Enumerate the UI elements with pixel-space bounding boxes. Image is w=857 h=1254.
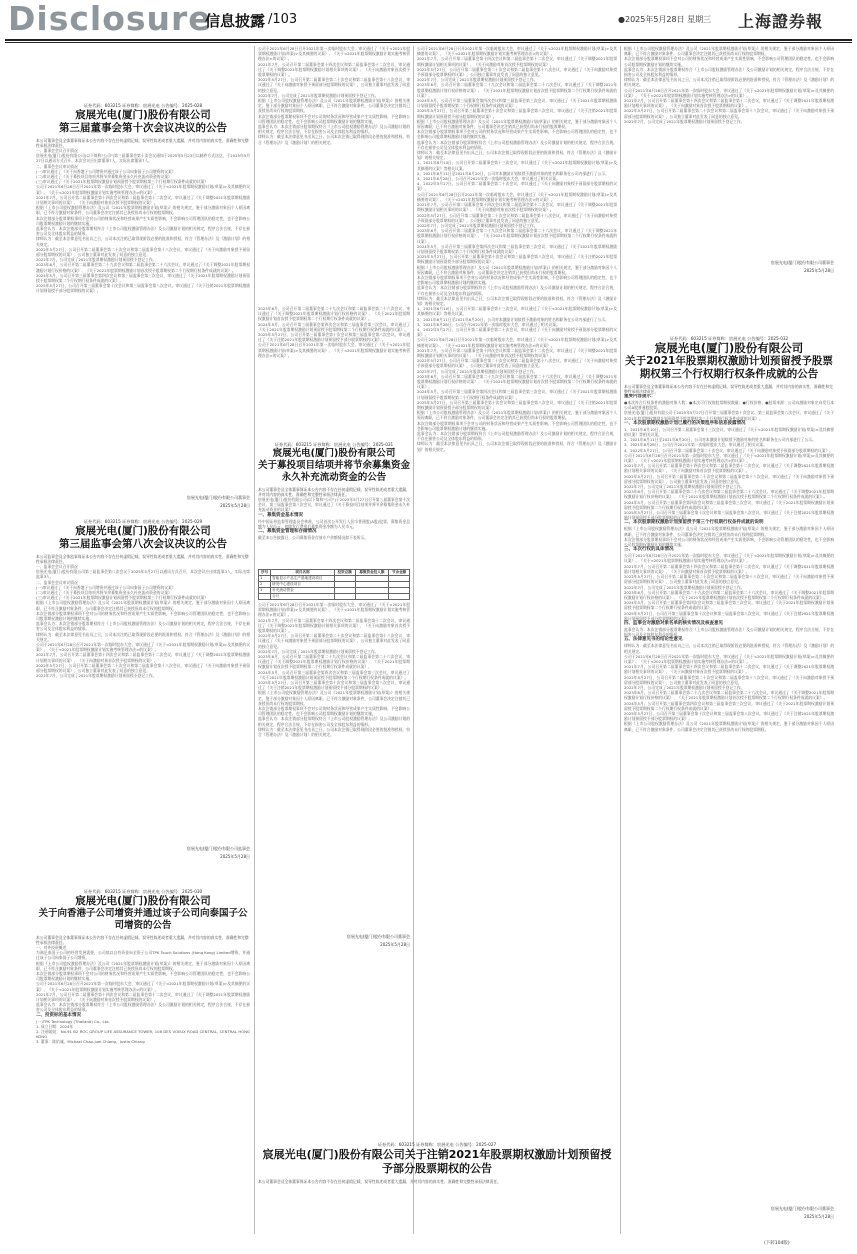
notice-title: 第三届董事会第十次会议决议的公告	[59, 122, 227, 134]
paragraph: 2021年7月，公司召开第二届董事会第十四次会议和第二届监事会第十二次会议，审议通过了《关于调整2021年股票期权激励计划相关事项的议案》、《关于向激励对象首次授予股票期权的议案》。	[258, 61, 410, 78]
paragraph: 监事会认为：本次注销部分股票期权符合《上市公司股权激励管理办法》及公司激励计划的相关规定，程序合法合规，不存在损害公司及全体股东利益的情形。	[417, 285, 617, 296]
table-cell	[389, 594, 410, 600]
notice-title: 关于2021年股票期权激励计划预留授予股票期权第三个行权期行权条件成就的公告	[625, 355, 833, 380]
notice-lede: 本公司董事会及全体董事保证本公告内容不存在任何虚假记载、误导性陈述或者重大遗漏，并对其内容的真实性、准确性和完整性承担法律责任。	[258, 487, 410, 497]
notice-board-resolution	[36, 103, 250, 508]
brand-word: Disclosure	[8, 0, 212, 38]
paragraph: (三)审议通过了《关于2021年股票期权激励计划预留授予股票期权第三个行权期行权条件成就的议案》	[36, 595, 209, 601]
paragraph: 2021年7月，公司召开第二届董事会第十四次会议和第二届监事会第十二次会议，审议通过了《关于调整2021年股票期权激励计划相关事项的议案》、《关于向激励对象首次授予股票期权的议案》。	[36, 194, 250, 206]
notice-supervisory-resolution	[36, 519, 250, 859]
table-cell: 2	[259, 582, 271, 588]
paragraph: 截至本公告披露日，公司募集资金存放专户余额情况如下表所示。	[258, 535, 369, 541]
paragraph: 根据《上市公司股权激励管理办法》及公司《2021年股票期权激励计划(草案)》的相关规定，鉴于部分激励对象因个人原因离职，已不符合激励对象条件，公司董事会决定注销其已获授但尚未行权的股票期权。	[624, 46, 834, 57]
paragraph: 2022年7月，公司完成了2021年股票期权激励计划预留授予登记工作。	[624, 118, 745, 124]
paragraph: 公司于2021年6月28日召开2021年第一次临时股东大会，审议通过了《关于<2021年股票期权激励计划(草案)>及其摘要的议案》、《关于<2021年股票期权激励计划实施考核管理办法>的议案》。	[624, 553, 834, 564]
paragraph: 2025年5月27日，公司召开第三届董事会第十次会议和第三届监事会第八次会议，审议通过了《关于注销2021年股票期权激励计划预留授予部分股票期权的议案》。	[417, 254, 617, 265]
sub-heading: 一、募集资金基本情况	[258, 512, 303, 518]
paragraph: 监事会认为：本次注销部分股票期权符合《上市公司股权激励管理办法》及公司激励计划的相关规定，程序合法合规，不存在损害公司及全体股东利益的情形。	[258, 716, 410, 727]
paragraph: 律师认为：截至本法律意见书出具之日，公司本次注销已取得现阶段必要的批准和授权，符合《管理办法》及《激励计划》的相关规定。	[417, 150, 617, 161]
paragraph: 2025年5月27日，公司召开第三届董事会第十次会议和第三届监事会第八次会议，审议通过了《关于注销2021年股票期权激励计划预留授予部分股票期权的议案》。	[417, 108, 617, 119]
paragraph: 2023年6月，公司召开第二届董事会第二十九次会议和第二届监事会第二十六次会议，审议通过了《关于调整2021年股票期权激励计划行权价格的议案》、《关于2021年股票期权激励计划首次授予股票期权第二个行权期行权条件成就的议案》。	[417, 373, 617, 390]
paragraph: ●本次符合行权条件的激励对象人数；●本次可行权的股票期权数量；●行权价格；●股票来源：公司向激励对象定向发行本公司A股普通股股票。	[624, 400, 834, 411]
notice-signature: 宸展光电(厦门)股份有限公司董事会	[770, 260, 834, 265]
paragraph: 本次注销部分股票期权事项不会对公司的财务状况和经营成果产生实质性影响，不会影响公司管理团队的稳定性，也不会影响公司股票期权激励计划的继续实施。	[624, 536, 834, 548]
paragraph: 公司于2021年6月28日召开2021年第一次临时股东大会，审议通过了《关于<2021年股票期权激励计划(草案)>及其摘要的议案》、《关于<2021年股票期权激励计划实施考核管理办法>的议案》。	[417, 46, 617, 57]
notice-date: 2025年5月28日	[804, 1213, 834, 1219]
paragraph: 二、监事会会议审议情况	[36, 579, 78, 585]
sub-heading: 二、投资标的基本情况	[36, 1012, 81, 1018]
paragraph: 监事会认为：本次注销部分股票期权符合《上市公司股权激励管理办法》及公司激励计划的相关规定，程序合法合规，不存在损害公司及全体股东利益的情形。	[417, 139, 617, 150]
paragraph: 2024年5月，公司召开第三届董事会第四次会议和第三届监事会第三次会议，审议通过了《关于2021年股票期权激励计划预留授予股票期权第二个行权期行权条件成就的议案》。	[258, 321, 410, 332]
paragraph: 律师认为：截至本法律意见书出具之日，公司本次注销已取得现阶段必要的批准和授权，符合《管理办法》及《激励计划》的相关规定。	[417, 441, 617, 452]
table-header: 募集资金投入额	[355, 570, 389, 576]
paragraph: 一、董事会会议召开情况	[36, 148, 78, 153]
paragraph: 2022年5月27日，公司召开第二届董事会第二十次会议和第二届监事会第十八次会议，审议通过了《关于向激励对象授予预留部分股票期权的议案》，公司独立董事对此发表了同意的独立意见。	[258, 77, 410, 93]
sub-heading: 二、募集资金管理和存储情况	[258, 529, 317, 535]
table-row	[259, 594, 410, 600]
paragraph: 2022年7月，公司完成了2021年股票期权激励计划预留授予登记工作。	[258, 92, 379, 98]
paragraph: 2025年5月27日，公司召开第三届董事会第十次会议和第三届监事会第八次会议，审议通过了《关于注销2021年股票期权激励计划预留授予部分股票期权的议案》。	[624, 510, 834, 521]
paragraph: 2021年7月，公司召开第二届董事会第十四次会议和第二届监事会第十二次会议，审议通过了《关于调整2021年股票期权激励计划相关事项的议案》、《关于向激励对象首次授予股票期权的议案》。	[36, 991, 250, 1003]
paragraph: 根据《上市公司股权激励管理办法》及公司《2021年股票期权激励计划(草案)》的相关规定，鉴于部分激励对象因个人原因离职，已不符合激励对象条件，公司董事会决定注销其已获授但尚未行权的股票期权。	[258, 98, 410, 114]
paragraph: 为满足泰国子公司的经营发展需要，公司拟以自有资金向全资子公司TPK Touch Solutions (Hong Kong) Limited增资，并通过该子公司向泰国子公司增资。	[36, 950, 250, 961]
paragraph: (一)TPK Technology (Thailand) Co., Ltd.	[36, 1018, 110, 1024]
section-title: 信息披露	[205, 12, 266, 30]
paragraph: (三)审议通过了《关于2021年股票期权激励计划预留授予股票期权第三个行权期行权条件成就的议案》	[36, 179, 209, 185]
paragraph: 公司于2021年6月28日召开2021年第一次临时股东大会，审议通过了《关于<2021年股票期权激励计划(草案)>及其摘要的议案》、《关于<2021年股票期权激励计划实施考核管理办法>的议案》。	[36, 184, 250, 195]
column-4	[624, 46, 834, 1234]
paragraph: 本次注销部分股票期权事项不会对公司的财务状况和经营成果产生实质性影响，不会影响公司管理团队的稳定性，也不会影响公司股票期权激励计划的继续实施。	[36, 971, 250, 982]
paragraph: 2021年7月，公司召开第二届董事会第十四次会议和第二届监事会第十二次会议，审议通过了《关于调整2021年股票期权激励计划相关事项的议案》、《关于向激励对象首次授予股票期权的议案》。	[624, 98, 834, 109]
sub-heading: 二、本次股票期权激励计划预留授予第三个行权期行权条件成就的说明	[624, 520, 764, 526]
paragraph: 一、对外投资概述	[36, 945, 67, 950]
paragraph: 2022年7月，公司完成了2021年股票期权激励计划预留授予登记工作。	[36, 673, 157, 679]
table-cell: 补充流动资金	[271, 588, 335, 594]
paragraph: 监事会认为：本次注销部分股票期权符合《上市公司股权激励管理办法》及公司激励计划的相关规定，程序合法合规，不存在损害公司及全体股东利益的情形。	[36, 621, 250, 632]
paragraph: 2024年5月，公司召开第三届董事会第四次会议和第三届监事会第三次会议，审议通过了《关于2021年股票期权激励计划预留授予股票期权第二个行权期行权条件成就的议案》。	[624, 499, 834, 510]
paragraph: 律师认为：截至本法律意见书出具之日，公司本次注销已取得现阶段必要的批准和授权，符合《管理办法》及《激励计划》的相关规定。	[36, 631, 250, 642]
paragraph: 1. 成立日期：2024年	[36, 1023, 74, 1029]
paragraph: 2025年5月27日，公司召开第三届董事会第十次会议和第三届监事会第八次会议，审议通过了《关于注销2021年股票期权激励计划预留授予部分股票期权的议案》。	[36, 283, 250, 294]
paragraph: 2021年7月，公司召开第二届董事会第十四次会议和第二届监事会第十二次会议，审议通过了《关于调整2021年股票期权激励计划相关事项的议案》、《关于向激励对象首次授予股票期权的议案》。	[417, 202, 617, 213]
table-header: 项目名称	[271, 570, 335, 576]
paragraph: 2025年5月27日，公司召开第三届董事会第十次会议和第三届监事会第八次会议，审议通过了《关于注销2021年股票期权激励计划预留授予部分股票期权的议案》。	[624, 710, 834, 722]
sub-heading: 重要内容提示：	[624, 394, 656, 399]
paragraph: 4、2022年5月27日，公司召开第二届董事会第二十次会议，审议通过了《关于向激励对象授予预留部分股票期权的议案》。	[624, 447, 834, 453]
sub-heading: 三、本次行权的具体情况	[624, 547, 674, 553]
paragraph: 监事会认为：本次注销部分股票期权符合《上市公司股权激励管理办法》及公司激励计划的相关规定，程序合法合规，不存在损害公司及全体股东利益的情形。	[624, 66, 834, 78]
notice-code: 证券代码：603215 证券简称：宸展光电 公告编号：2025-029	[83, 519, 203, 524]
paragraph: 2024年5月，公司召开第三届董事会第四次会议和第三届监事会第三次会议，审议通过了《关于2021年股票期权激励计划预留授予股票期权第二个行权期行权条件成就的议案》。	[258, 669, 410, 680]
page-number: /103	[268, 12, 298, 27]
paragraph: 本次注销部分股票期权事项不会对公司的财务状况和经营成果产生实质性影响，不会影响公司管理团队的稳定性，也不会影响公司股票期权激励计划的继续实施。	[258, 706, 410, 717]
paragraph: 监事会认为：本次注销部分股票期权符合《上市公司股权激励管理办法》及公司激励计划的相关规定，程序合法合规，不存在损害公司及全体股东利益的情形。	[36, 226, 250, 237]
column-1	[36, 46, 250, 1234]
paragraph: 律师认为：截至本法律意见书出具之日，公司本次注销已取得现阶段必要的批准和授权，符合《管理办法》及《激励计划》的相关规定。	[624, 643, 834, 654]
continuation-note: (下转104版)	[764, 1241, 790, 1246]
notice-signature: 宸展光电(厦门)股份有限公司董事会	[770, 1206, 834, 1211]
fundraising-table	[258, 569, 410, 600]
paragraph: 2022年5月27日，公司召开第二届董事会第二十次会议和第二届监事会第十八次会议，审议通过了《关于向激励对象授予预留部分股票期权的议案》，公司独立董事对此发表了同意的独立意见。	[417, 358, 617, 369]
notice-title: 关于向香港子公司增资并通过该子公司向泰国子公司增资的公告	[38, 908, 248, 931]
paragraph: 本次注销部分股票期权事项不会对公司的财务状况和经营成果产生实质性影响，不会影响公司管理团队的稳定性，也不会影响公司股票期权激励计划的继续实施。	[417, 274, 617, 286]
paragraph: 根据《上市公司股权激励管理办法》及公司《2021年股票期权激励计划(草案)》的相关规定，鉴于部分激励对象因个人原因离职，已不符合激励对象条件，公司董事会决定注销其已获授但尚未行权的股票期权。	[417, 264, 617, 275]
paragraph: 律师认为：截至本法律意见书出具之日，公司本次注销已取得现阶段必要的批准和授权，符合《管理办法》及《激励计划》的相关规定。	[417, 295, 617, 306]
notice-date: 2025年5月28日	[380, 941, 410, 947]
paragraph: 公司于2021年6月28日召开2021年第一次临时股东大会，审议通过了《关于<2021年股票期权激励计划(草案)>及其摘要的议案》、《关于<2021年股票期权激励计划实施考核管理办法>的议案》。	[258, 342, 410, 358]
paragraph: 2025年5月27日，公司召开第三届董事会第十次会议和第三届监事会第八次会议，审议通过了《关于注销2021年股票期权激励计划预留授予部分股票期权的议案》。	[417, 399, 617, 411]
table-header: 序号	[259, 570, 271, 576]
paragraph: 2021年7月，公司召开第二届董事会第十四次会议和第二届监事会第十二次会议，审议通过了《关于调整2021年股票期权激励计划相关事项的议案》、《关于向激励对象首次授予股票期权的议案》。	[624, 664, 834, 675]
paragraph: 2021年7月，公司召开第二届董事会第十四次会议和第二届监事会第十二次会议，审议通过了《关于调整2021年股票期权激励计划相关事项的议案》、《关于向激励对象首次授予股票期权的议案》。	[417, 56, 617, 67]
paragraph: 宸展光电(厦门)股份有限公司(以下简称"公司")于2025年5月27日召开第三届董事会第十次会议、第三届监事会第八次会议，审议通过了《关于募投项目结项并将节余募集资金永久补充流动资金的议案》。	[258, 497, 410, 513]
paragraph: 4、2022年5月27日，公司召开第二届董事会第二十次会议，审议通过了《关于向激励对象授予预留部分股票期权的议案》。	[417, 181, 617, 192]
paragraph: 2023年6月，公司召开第二届董事会第二十九次会议和第二届监事会第二十六次会议，审议通过了《关于调整2021年股票期权激励计划行权价格的议案》、《关于2021年股票期权激励计划首次授予股票期权第二个行权期行权条件成就的议案》。	[417, 228, 617, 244]
notice-code: 证券代码：603215 证券简称：宸展光电 公告编号：2025-031	[274, 442, 394, 447]
notice-title: 关于募投项目结项并将节余募集资金永久补充流动资金的公告	[258, 460, 410, 483]
paragraph: 2024年5月，公司召开第三届董事会第四次会议和第三届监事会第三次会议，审议通过了《关于2021年股票期权激励计划预留授予股票期权第二个行权期行权条件成就的议案》。	[624, 600, 834, 611]
table-cell: 合计	[271, 594, 335, 600]
paragraph: 2022年5月27日，公司召开第二届董事会第二十次会议和第二届监事会第十八次会议，审议通过了《关于向激励对象授予预留部分股票期权的议案》，公司独立董事对此发表了同意的独立意见。	[624, 473, 834, 484]
paragraph: 二、董事会会议审议情况	[36, 163, 78, 169]
paragraph: 2、2021年6月11日至2021年6月20日，公司对本激励计划拟授予激励对象的姓名和职务在公司内部进行了公示。	[417, 170, 609, 176]
paragraph: 2022年7月，公司完成了2021年股票期权激励计划预留授予登记工作。	[417, 222, 538, 228]
paragraph: 公司于2021年6月28日召开2021年第一次临时股东大会，审议通过了《关于<2021年股票期权激励计划(草案)>及其摘要的议案》、《关于<2021年股票期权激励计划实施考核管理办法>的议案》。	[417, 191, 617, 202]
paragraph: 2025年5月27日，公司召开第三届董事会第十次会议和第三届监事会第八次会议，审议通过了《关于注销2021年股票期权激励计划预留授予部分股票期权的议案》。	[624, 610, 834, 621]
paragraph: 2022年7月，公司完成了2021年股票期权激励计划预留授予登记工作。	[624, 684, 745, 690]
notice-signature: 宸展光电(厦门)股份有限公司董事会	[186, 495, 250, 500]
notice-continuation	[258, 46, 410, 296]
paragraph: 2022年7月，公司完成了2021年股票期权激励计划预留授予登记工作。	[624, 584, 745, 590]
masthead-rule	[5, 39, 852, 41]
paragraph: 2022年5月27日，公司召开第二届董事会第二十次会议和第二届监事会第十八次会议，审议通过了《关于向激励对象授予预留部分股票期权的议案》，公司独立董事对此发表了同意的独立意见。	[417, 212, 617, 223]
masthead	[0, 0, 857, 38]
paragraph: 宸展光电(厦门)股份有限公司于2025年5月27日召开第三届董事会第十次会议、第三届监事会第八次会议，审议通过了《关于2021年股票期权激励计划预留授予股票期权第三个行权期行权条件成就的议案》。	[624, 410, 834, 421]
paragraph: 监事会认为：本次注销部分股票期权符合《上市公司股权激励管理办法》及公司激励计划的相关规定，程序合法合规，不存在损害公司及全体股东利益的情形。	[624, 626, 834, 638]
paragraph: 2022年5月27日，公司召开第二届董事会第二十次会议和第二届监事会第十八次会议，审议通过了《关于向激励对象授予预留部分股票期权的议案》，公司独立董事对此发表了同意的独立意见。	[624, 574, 834, 585]
paragraph: 2021年7月，公司召开第二届董事会第十四次会议和第二届监事会第十二次会议，审议通过了《关于调整2021年股票期权激励计划相关事项的议案》、《关于向激励对象首次授予股票期权的议案》。	[258, 617, 410, 634]
table-cell: 1	[259, 576, 271, 582]
masthead-rule-thin	[5, 42, 852, 43]
paragraph: 2022年7月，公司完成了2021年股票期权激励计划预留授予登记工作。	[417, 368, 538, 374]
paragraph: 1、2021年6月10日，公司召开第二届董事会第十三次会议，审议通过了《关于<2021年股票期权激励计划(草案)>及其摘要的议案》等相关议案。	[417, 306, 617, 317]
paragraph: 本次注销部分股票期权事项不会对公司的财务状况和经营成果产生实质性影响，不会影响公司管理团队的稳定性，也不会影响公司股票期权激励计划的继续实施。	[624, 56, 834, 67]
notice-continuation	[624, 46, 834, 256]
table-cell	[355, 594, 389, 600]
column-divider	[254, 46, 255, 1234]
paragraph: 一、监事会会议召开情况	[36, 564, 78, 569]
paragraph: 根据《上市公司股权激励管理办法》及公司《2021年股票期权激励计划(草案)》的相关规定，鉴于部分激励对象因个人原因离职，已不符合激励对象条件，公司董事会决定注销其已获授但尚未行权的股票期权。	[417, 410, 617, 421]
paragraph: 2、2021年6月11日至2021年6月20日，公司对本激励计划拟授予激励对象的姓名和职务在公司内部进行了公示。	[417, 316, 609, 322]
paragraph: 2022年7月，公司完成了2021年股票期权激励计划预留授予登记工作。	[417, 77, 538, 83]
paragraph: 公司于2021年6月28日召开2021年第一次临时股东大会，审议通过了《关于<2021年股票期权激励计划(草案)>及其摘要的议案》、《关于<2021年股票期权激励计划实施考核管理办法>的议案》。	[624, 653, 834, 664]
notice-company: 宸展光电(厦门)股份有限公司	[75, 525, 211, 537]
paragraph: 公司于2021年6月28日召开2021年第一次临时股东大会，审议通过了《关于<2021年股票期权激励计划(草案)>及其摘要的议案》、《关于<2021年股票期权激励计划实施考核管理办法>的议案》。	[624, 452, 834, 464]
paragraph: 2025年5月27日，公司召开第三届董事会第十次会议和第三届监事会第八次会议，审议通过了《关于注销2021年股票期权激励计划预留授予部分股票期权的议案》。	[258, 332, 410, 343]
paragraph: 2024年5月，公司召开第三届董事会第四次会议和第三届监事会第三次会议，审议通过了《关于2021年股票期权激励计划预留授予股票期权第二个行权期行权条件成就的议案》。	[417, 243, 617, 254]
table-cell: 智能显示产品生产基地建设项目	[271, 576, 335, 582]
paragraph: 4、2022年5月27日，公司召开第二届董事会第二十次会议，审议通过了《关于向激励对象授予预留部分股票期权的议案》。	[417, 326, 617, 338]
column-divider	[620, 46, 621, 1234]
sub-heading: 一、本次股票期权激励计划已履行的决策程序和信息披露情况	[624, 420, 746, 426]
paragraph: 律师认为：截至本法律意见书出具之日，公司本次注销已取得现阶段必要的批准和授权，符合《管理办法》及《激励计划》的相关规定。	[624, 77, 834, 88]
notice-lede: 本公司董事会及全体董事保证本公告内容不存在任何虚假记载、误导性陈述或者重大遗漏，并对其内容的真实性、准确性和完整性承担法律责任。	[36, 138, 249, 148]
notice-lede: 本公司监事会及全体监事保证本公告内容不存在任何虚假记载、误导性陈述或者重大遗漏，并对其内容的真实性、准确性和完整性承担法律责任。	[36, 554, 249, 564]
column-3	[417, 46, 617, 1136]
paragraph: 公司于2021年6月28日召开2021年第一次临时股东大会，审议通过了《关于<2021年股票期权激励计划(草案)>及其摘要的议案》、《关于<2021年股票期权激励计划实施考核管理办法>的议案》。	[36, 642, 250, 653]
notice-company: 宸展光电(厦门)股份有限公司	[272, 448, 396, 459]
table-cell	[334, 594, 355, 600]
notice-date: 2025年5月28日	[220, 502, 250, 508]
paragraph: 本次注销部分股票期权事项不会对公司的财务状况和经营成果产生实质性影响，不会影响公司管理团队的稳定性，也不会影响公司股票期权激励计划的继续实施。	[417, 129, 617, 140]
paragraph: 2022年5月27日，公司召开第二届董事会第二十次会议和第二届监事会第十八次会议，审议通过了《关于向激励对象授予预留部分股票期权的议案》，公司独立董事对此发表了同意的独立意见。	[258, 633, 410, 649]
paragraph: 律师认为：截至本法律意见书出具之日，公司本次注销已取得现阶段必要的批准和授权，符合《管理办法》及《激励计划》的相关规定。	[36, 236, 250, 247]
notice-lede: 本公司董事会及全体董事保证本公告内容不存在任何虚假记载、误导性陈述或者重大遗漏，并对其内容的真实性、准确性和完整性承担法律责任。	[624, 384, 833, 394]
paragraph: 宸展光电(厦门)股份有限公司第三届监事会第八次会议于2025年5月27日以通讯方式召开，本次会议应出席监事3人，实际出席监事3人。	[36, 569, 250, 580]
notice-body	[624, 394, 834, 1204]
paragraph: 根据《上市公司股权激励管理办法》及公司《2021年股票期权激励计划(草案)》的相关规定，鉴于部分激励对象因个人原因离职，已不符合激励对象条件，公司董事会决定注销其已获授但尚未行权的股票期权。	[36, 205, 250, 216]
paragraph: 本次注销部分股票期权事项不会对公司的财务状况和经营成果产生实质性影响，不会影响公司管理团队的稳定性，也不会影响公司股票期权激励计划的继续实施。	[258, 113, 410, 124]
notice-code: 证券代码：603215 证券简称：宸展光电 公告编号：2025-027	[377, 1142, 497, 1147]
notice-option-exercise-conditions	[624, 336, 834, 1219]
notice-title: 宸展光电(厦门)股份有限公司关于注销2021年股票期权激励计划预留授予部分股票期权的公告	[262, 1148, 612, 1175]
notice-body	[36, 564, 250, 844]
notice-signature: 宸展光电(厦门)股份有限公司监事会	[186, 846, 250, 851]
paragraph: 2023年6月，公司召开第二届董事会第二十九次会议和第二届监事会第二十六次会议，审议通过了《关于调整2021年股票期权激励计划行权价格的议案》、《关于2021年股票期权激励计划首次授予股票期权第二个行权期行权条件成就的议案》。	[624, 589, 834, 600]
paragraph: 监事会认为：本次注销部分股票期权符合《上市公司股权激励管理办法》及公司激励计划的相关规定，程序合法合规，不存在损害公司及全体股东利益的情形。	[417, 431, 617, 442]
notice-title: 第三届监事会第八次会议决议的公告	[59, 538, 227, 550]
paragraph: 公司于2021年6月28日召开2021年第一次临时股东大会，审议通过了《关于<2021年股票期权激励计划(草案)>及其摘要的议案》、《关于<2021年股票期权激励计划实施考核管理办法>的议案》。	[417, 337, 617, 348]
paragraph: 本次注销部分股票期权事项不会对公司的财务状况和经营成果产生实质性影响，不会影响公司管理团队的稳定性，也不会影响公司股票期权激励计划的继续实施。	[36, 215, 250, 226]
paragraph: 3、2021年6月28日，公司召开2021年第一次临时股东大会，审议通过了相关议案。	[624, 442, 767, 448]
paragraph: 2023年6月，公司召开第二届董事会第二十九次会议和第二届监事会第二十六次会议，审议通过了《关于调整2021年股票期权激励计划行权价格的议案》、《关于2021年股票期权激励计划首次授予股票期权第二个行权期行权条件成就的议案》。	[624, 489, 834, 500]
paragraph: 公司于2021年6月28日召开2021年第一次临时股东大会，审议通过了《关于<2021年股票期权激励计划(草案)>及其摘要的议案》、《关于<2021年股票期权激励计划实施考核管理办法>的议案》。	[624, 87, 834, 98]
paragraph: 律师认为：截至本法律意见书出具之日，公司本次注销已取得现阶段必要的批准和授权，符合《管理办法》及《激励计划》的相关规定。	[258, 726, 410, 738]
paragraph: 2. 注册地址：No.91 B2 ROC GROUP LIFE ASSURANCE TOWER, 106 DES VOEUX ROAD CENTRAL, CENTRAL HONG KONG	[36, 1029, 250, 1040]
notice-fundraising-project-closure	[258, 442, 410, 947]
notice-lede: 本公司董事会及全体董事保证本公告内容不存在任何虚假记载、误导性陈述或者重大遗漏，并对其内容的真实性、准确性和完整性承担法律责任。	[258, 1179, 501, 1184]
paragraph: 根据《上市公司股权激励管理办法》及公司《2021年股票期权激励计划(草案)》的相关规定，鉴于部分激励对象因个人原因离职，已不符合激励对象条件，公司董事会决定注销其已获授但尚未行权的股票期权。	[417, 118, 617, 130]
paragraph: (一)审议通过了《关于向香港子公司增资并通过该子公司向泰国子公司增资的议案》	[36, 168, 176, 174]
paragraph: 2023年6月，公司召开第二届董事会第二十九次会议和第二届监事会第二十六次会议，审议通过了《关于调整2021年股票期权激励计划行权价格的议案》、《关于2021年股票期权激励计划首次授予股票期权第二个行权期行权条件成就的议案》。	[36, 262, 250, 273]
paragraph: 2021年7月，公司召开第二届董事会第十四次会议和第二届监事会第十二次会议，审议通过了《关于调整2021年股票期权激励计划相关事项的议案》、《关于向激励对象首次授予股票期权的议案》。	[417, 347, 617, 358]
paragraph: 根据《上市公司股权激励管理办法》及公司《2021年股票期权激励计划(草案)》的相关规定，鉴于部分激励对象因个人原因离职，已不符合激励对象条件，公司董事会决定注销其已获授但尚未行权的股票期权。	[624, 721, 834, 732]
paragraph: 3、2021年6月28日，公司召开2021年第一次临时股东大会，审议通过了相关议案。	[417, 321, 560, 327]
paragraph: 2022年7月，公司完成了2021年股票期权激励计划预留授予登记工作。	[624, 484, 745, 490]
paragraph: 2022年5月27日，公司召开第二届董事会第二十次会议和第二届监事会第十八次会议，审议通过了《关于向激励对象授予预留部分股票期权的议案》，公司独立董事对此发表了同意的独立意见。	[417, 66, 617, 78]
paragraph: 2022年7月，公司完成了2021年股票期权激励计划预留授予登记工作。	[36, 257, 157, 263]
notice-code: 证券代码：603215 证券简称：宸展光电 公告编号：2025-028	[83, 103, 203, 108]
sub-heading: 四、监事会对激励对象名单的核实情况及核查意见	[624, 620, 723, 626]
paragraph: 2023年6月，公司召开第二届董事会第二十九次会议和第二届监事会第二十六次会议，审议通过了《关于调整2021年股票期权激励计划行权价格的议案》、《关于2021年股票期权激励计划首次授予股票期权第二个行权期行权条件成就的议案》。	[258, 306, 410, 322]
paragraph: 2024年5月，公司召开第三届董事会第四次会议和第三届监事会第三次会议，审议通过了《关于2021年股票期权激励计划预留授予股票期权第二个行权期行权条件成就的议案》。	[417, 389, 617, 400]
notice-date: 2025年5月28日	[804, 267, 834, 273]
notice-body	[36, 148, 250, 493]
table-header: 节余金额	[389, 570, 410, 576]
notice-hk-subsidiary-capital-increase	[36, 889, 250, 1234]
column-2-lower	[258, 442, 410, 1012]
issue-date: ●2025年5月28日 星期三	[618, 15, 712, 24]
paragraph: 1、2021年6月10日，公司召开第二届董事会第十三次会议，审议通过了《关于<2021年股票期权激励计划(草案)>及其摘要的议案》等相关议案。	[417, 160, 617, 171]
paragraph: (二)审议通过了《关于募投项目结项并将节余募集资金永久补充流动资金的议案》	[36, 590, 172, 596]
paragraph: 监事会认为：本次注销部分股票期权符合《上市公司股权激励管理办法》及公司激励计划的相关规定，程序合法合规，不存在损害公司及全体股东利益的情形。	[258, 124, 410, 135]
paragraph: 2、2021年6月11日至2021年6月20日，公司对本激励计划拟授予激励对象的姓名和职务在公司内部进行了公示。	[624, 437, 816, 443]
paragraph: 2023年6月，公司召开第二届董事会第二十九次会议和第二届监事会第二十六次会议，审议通过了《关于调整2021年股票期权激励计划行权价格的议案》、《关于2021年股票期权激励计划首次授予股票期权第二个行权期行权条件成就的议案》。	[258, 654, 410, 670]
notice-body	[258, 497, 410, 567]
paragraph: 根据《上市公司股权激励管理办法》及公司《2021年股票期权激励计划(草案)》的相关规定，鉴于部分激励对象因个人原因离职，已不符合激励对象条件，公司董事会决定注销其已获授但尚未行权的股票期权。	[36, 960, 250, 971]
paragraph: 本次注销部分股票期权事项不会对公司的财务状况和经营成果产生实质性影响，不会影响公司管理团队的稳定性，也不会影响公司股票期权激励计划的继续实施。	[417, 420, 617, 431]
notice-company: 宸展光电(厦门)股份有限公司	[75, 895, 211, 907]
paragraph: 公司于2021年6月28日召开2021年第一次临时股东大会，审议通过了《关于<2021年股票期权激励计划(草案)>及其摘要的议案》、《关于<2021年股票期权激励计划实施考核管理办法>的议案》。	[258, 602, 410, 618]
paragraph: 3、2021年6月28日，公司召开2021年第一次临时股东大会，审议通过了相关议案。	[417, 176, 560, 182]
paragraph: 宸展光电(厦门)股份有限公司(以下简称"公司")第三届董事会第十次会议通知于2025年5月23日以邮件方式送达，于2025年5月27日以通讯方式召开。本次会议应出席董事7人，实际出席董事7人。	[36, 153, 250, 164]
paragraph: (二)审议通过了《关于募投项目结项并将节余募集资金永久补充流动资金的议案》	[36, 174, 172, 180]
notice-code: 证券代码：603215 证券简称：宸展光电 公告编号：2025-030	[83, 889, 203, 894]
column-divider	[413, 46, 414, 1234]
table-cell	[259, 594, 271, 600]
paragraph: 2022年7月，公司完成了2021年股票期权激励计划预留授予登记工作。	[258, 648, 379, 654]
notice-company: 宸展光电(厦门)股份有限公司	[75, 109, 211, 121]
paragraph: 2021年7月，公司召开第二届董事会第十四次会议和第二届监事会第十二次会议，审议通过了《关于调整2021年股票期权激励计划相关事项的议案》、《关于向激励对象首次授予股票期权的议案》。	[36, 652, 250, 663]
paragraph: 根据《上市公司股权激励管理办法》及公司《2021年股票期权激励计划(草案)》的相关规定，鉴于部分激励对象因个人原因离职，已不符合激励对象条件，公司董事会决定注销其已获授但尚未行权的股票期权。	[36, 600, 250, 611]
paragraph: 监事会认为：本次注销部分股票期权符合《上市公司股权激励管理办法》及公司激励计划的相关规定，程序合法合规，不存在损害公司及全体股东利益的情形。	[36, 1002, 250, 1013]
paragraph: 2023年6月，公司召开第二届董事会第二十九次会议和第二届监事会第二十六次会议，审议通过了《关于调整2021年股票期权激励计划行权价格的议案》、《关于2021年股票期权激励计划首次授予股票期权第二个行权期行权条件成就的议案》。	[624, 690, 834, 701]
notice-code: 证券代码：603215 证券简称：宸展光电 公告编号：2025-032	[669, 336, 789, 341]
paragraph: 2022年5月27日，公司召开第二届董事会第二十次会议和第二届监事会第十八次会议，审议通过了《关于向激励对象授予预留部分股票期权的议案》，公司独立董事对此发表了同意的独立意见。	[624, 108, 834, 119]
paragraph: 本次注销部分股票期权事项不会对公司的财务状况和经营成果产生实质性影响，不会影响公司管理团队的稳定性，也不会影响公司股票期权激励计划的继续实施。	[36, 610, 250, 622]
paragraph: 2021年7月，公司召开第二届董事会第十四次会议和第二届监事会第十二次会议，审议通过了《关于调整2021年股票期权激励计划相关事项的议案》、《关于向激励对象首次授予股票期权的议案》。	[624, 563, 834, 574]
notice-body	[258, 602, 410, 932]
notice-date: 2025年5月28日	[220, 853, 250, 859]
paragraph: 2021年7月，公司召开第二届董事会第十四次会议和第二届监事会第十二次会议，审议通过了《关于调整2021年股票期权激励计划相关事项的议案》、《关于向激励对象首次授予股票期权的议案》。	[624, 463, 834, 474]
notice-lede: 本公司董事会及全体董事保证本公告内容不存在任何虚假记载、误导性陈述或者重大遗漏，并对其内容的真实性、准确性和完整性承担法律责任。	[36, 935, 249, 945]
paragraph: 2023年6月，公司召开第二届董事会第二十九次会议和第二届监事会第二十六次会议，审议通过了《关于调整2021年股票期权激励计划行权价格的议案》、《关于2021年股票期权激励计划首次授予股票期权第二个行权期行权条件成就的议案》。	[417, 82, 617, 98]
notice-signature: 宸展光电(厦门)股份有限公司董事会	[346, 934, 410, 939]
table-header: 投资总额	[334, 570, 355, 576]
paragraph: 公司于2021年6月28日召开2021年第一次临时股东大会，审议通过了《关于<2021年股票期权激励计划(草案)>及其摘要的议案》、《关于<2021年股票期权激励计划实施考核管理办法>的议案》。	[258, 46, 410, 62]
paragraph: (一)审议通过了《关于向香港子公司增资并通过该子公司向泰国子公司增资的议案》	[36, 584, 176, 590]
paper-name-logo: 上海證券報	[738, 12, 824, 31]
paragraph: 根据《上市公司股权激励管理办法》及公司《2021年股票期权激励计划(草案)》的相关规定，鉴于部分激励对象因个人原因离职，已不符合激励对象条件，公司董事会决定注销其已获授但尚未行权的股票期权。	[258, 690, 410, 706]
sub-heading: 五、法律意见书的结论性意见	[624, 637, 683, 643]
paragraph: 根据《上市公司股权激励管理办法》及公司《2021年股票期权激励计划(草案)》的相关规定，鉴于部分激励对象因个人原因离职，已不符合激励对象条件，公司董事会决定注销其已获授但尚未行权的股票期权。	[624, 526, 834, 537]
paragraph: 2025年5月27日，公司召开第三届董事会第十次会议和第三届监事会第八次会议，审议通过了《关于注销2021年股票期权激励计划预留授予部分股票期权的议案》。	[258, 680, 410, 691]
paragraph: 2022年5月27日，公司召开第二届董事会第二十次会议和第二届监事会第十八次会议，审议通过了《关于向激励对象授予预留部分股票期权的议案》，公司独立董事对此发表了同意的独立意见。	[36, 662, 250, 674]
paragraph: 律师认为：截至本法律意见书出具之日，公司本次注销已取得现阶段必要的批准和授权，符合《管理办法》及《激励计划》的相关规定。	[258, 134, 410, 145]
paragraph: 经中国证券监督管理委员会核准，公司首次公开发行人民币普通股(A股)股票，募集资金总额为人民币元，扣除发行费用后募集资金净额为人民币元。	[258, 518, 410, 529]
paragraph: 2022年5月27日，公司召开第二届董事会第二十次会议和第二届监事会第十八次会议，审议通过了《关于向激励对象授予预留部分股票期权的议案》，公司独立董事对此发表了同意的独立意见。	[36, 246, 250, 258]
paragraph: 2024年5月，公司召开第三届董事会第四次会议和第三届监事会第三次会议，审议通过了《关于2021年股票期权激励计划预留授予股票期权第二个行权期行权条件成就的议案》。	[417, 98, 617, 109]
table-cell: 3	[259, 588, 271, 594]
notice-company: 宸展光电(厦门)股份有限公司	[654, 341, 804, 355]
table-cell: 研发中心建设项目	[271, 582, 335, 588]
notice-cancel-options	[258, 1142, 616, 1234]
paragraph: 1、2021年6月10日，公司召开第二届董事会第十三次会议，审议通过了《关于<2021年股票期权激励计划(草案)>及其摘要的议案》等相关议案。	[624, 426, 834, 438]
paragraph: 2024年5月，公司召开第三届董事会第四次会议和第三届监事会第三次会议，审议通过了《关于2021年股票期权激励计划预留授予股票期权第二个行权期行权条件成就的议案》。	[36, 272, 250, 284]
notice-continuation	[417, 46, 617, 1136]
paragraph: 3. 董事：陈佑诚、Michael Chao-Juei Chiang、Justin Chiang	[36, 1039, 145, 1045]
notice-body	[36, 945, 250, 1234]
paragraph: 公司于2021年6月28日召开2021年第一次临时股东大会，审议通过了《关于<2021年股票期权激励计划(草案)>及其摘要的议案》、《关于<2021年股票期权激励计划实施考核管理办法>的议案》。	[36, 981, 250, 992]
paragraph: 2022年5月27日，公司召开第二届董事会第二十次会议和第二届监事会第十八次会议，审议通过了《关于向激励对象授予预留部分股票期权的议案》，公司独立董事对此发表了同意的独立意见。	[624, 674, 834, 685]
paragraph: 2024年5月，公司召开第三届董事会第四次会议和第三届监事会第三次会议，审议通过了《关于2021年股票期权激励计划预留授予股票期权第二个行权期行权条件成就的议案》。	[624, 700, 834, 711]
